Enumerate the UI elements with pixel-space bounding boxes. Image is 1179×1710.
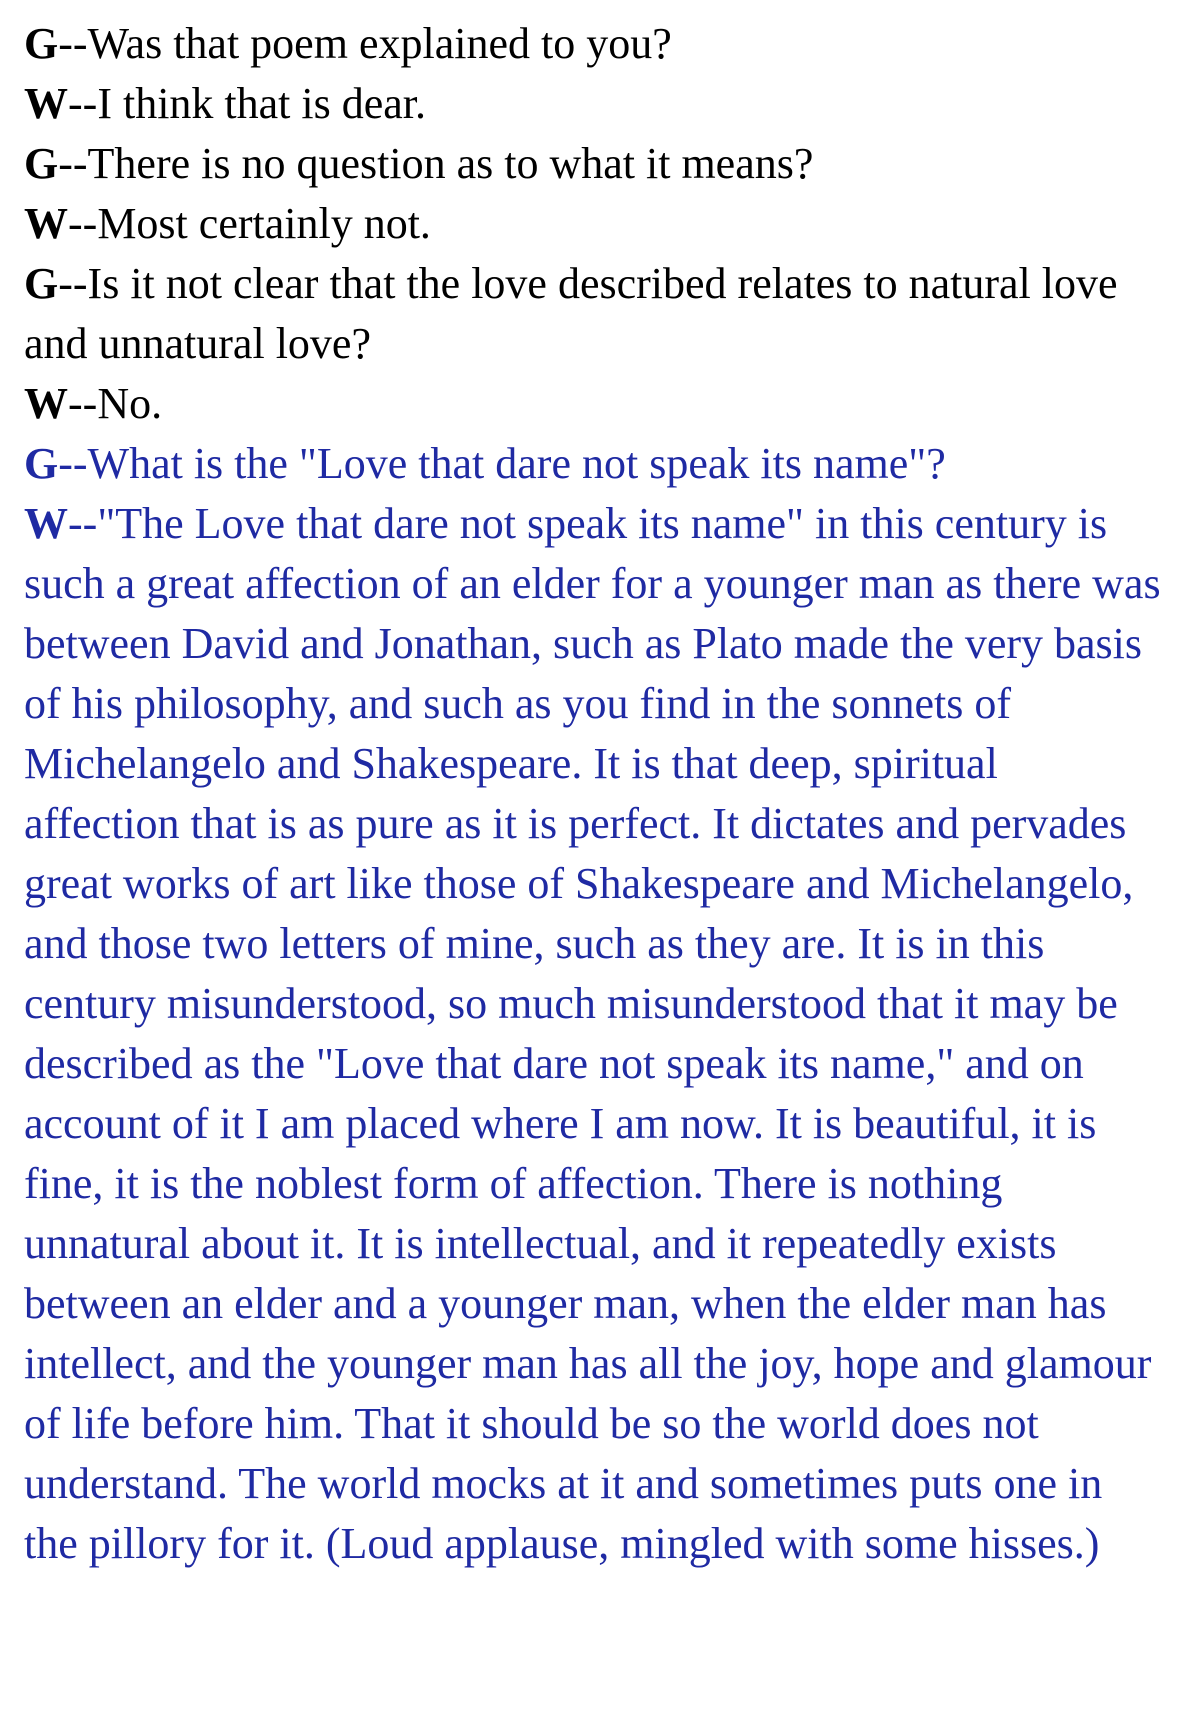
speaker-separator: -- bbox=[68, 199, 98, 248]
speaker-label: G bbox=[24, 19, 59, 68]
speaker-label: G bbox=[24, 139, 59, 188]
transcript-line-7 bbox=[24, 434, 1164, 494]
line-text: Most certainly not. bbox=[97, 199, 431, 248]
line-text: "The Love that dare not speak its name" in this century is such a great affection of an elder for a younger man as there was between David and Jonathan, such as Plato made the very basis of his philosophy, and such as you find in the sonnets of Michelangelo and Shakespeare. It is that deep, spiritual affection that is as pure as it is perfect. It dictates and pervades great works of art like those of Shakespeare and Michelangelo, and those two letters of mine, such as they are. It is in this century misunderstood, so much misunderstood that it may be described as the "Love that dare not speak its name," and on account of it I am placed where I am now. It is beautiful, it is fine, it is the noblest form of affection. There is nothing unnatural about it. It is intellectual, and it repeatedly exists between an elder and a younger man, when the elder man has intellect, and the younger man has all the joy, hope and glamour of life before him. That it should be so the world does not understand. The world mocks at it and sometimes puts one in the pillory for it. (Loud applause, mingled with some hisses.) bbox=[24, 499, 1161, 1568]
transcript-line-6 bbox=[24, 374, 1164, 434]
speaker-label: W bbox=[24, 499, 68, 548]
speaker-label: W bbox=[24, 379, 68, 428]
speaker-separator: -- bbox=[68, 379, 98, 428]
line-text: What is the "Love that dare not speak its name"? bbox=[87, 439, 946, 488]
transcript-line-1 bbox=[24, 14, 1164, 74]
transcript-document bbox=[24, 14, 1164, 1574]
speaker-label: G bbox=[24, 439, 59, 488]
transcript-line-3 bbox=[24, 134, 1164, 194]
speaker-label: G bbox=[24, 259, 59, 308]
line-text: Was that poem explained to you? bbox=[87, 19, 672, 68]
transcript-line-4 bbox=[24, 194, 1164, 254]
speaker-separator: -- bbox=[58, 139, 88, 188]
line-text: There is no question as to what it means? bbox=[87, 139, 814, 188]
line-text: Is it not clear that the love described relates to natural love and unnatural love? bbox=[24, 259, 1118, 368]
speaker-label: W bbox=[24, 79, 68, 128]
transcript-line-5 bbox=[24, 254, 1164, 374]
speaker-separator: -- bbox=[58, 19, 88, 68]
transcript-line-8 bbox=[24, 494, 1164, 1574]
speaker-separator: -- bbox=[68, 79, 98, 128]
speaker-label: W bbox=[24, 199, 68, 248]
transcript-line-2 bbox=[24, 74, 1164, 134]
line-text: No. bbox=[97, 379, 163, 428]
speaker-separator: -- bbox=[58, 439, 88, 488]
speaker-separator: -- bbox=[58, 259, 88, 308]
line-text: I think that is dear. bbox=[97, 79, 427, 128]
speaker-separator: -- bbox=[68, 499, 98, 548]
